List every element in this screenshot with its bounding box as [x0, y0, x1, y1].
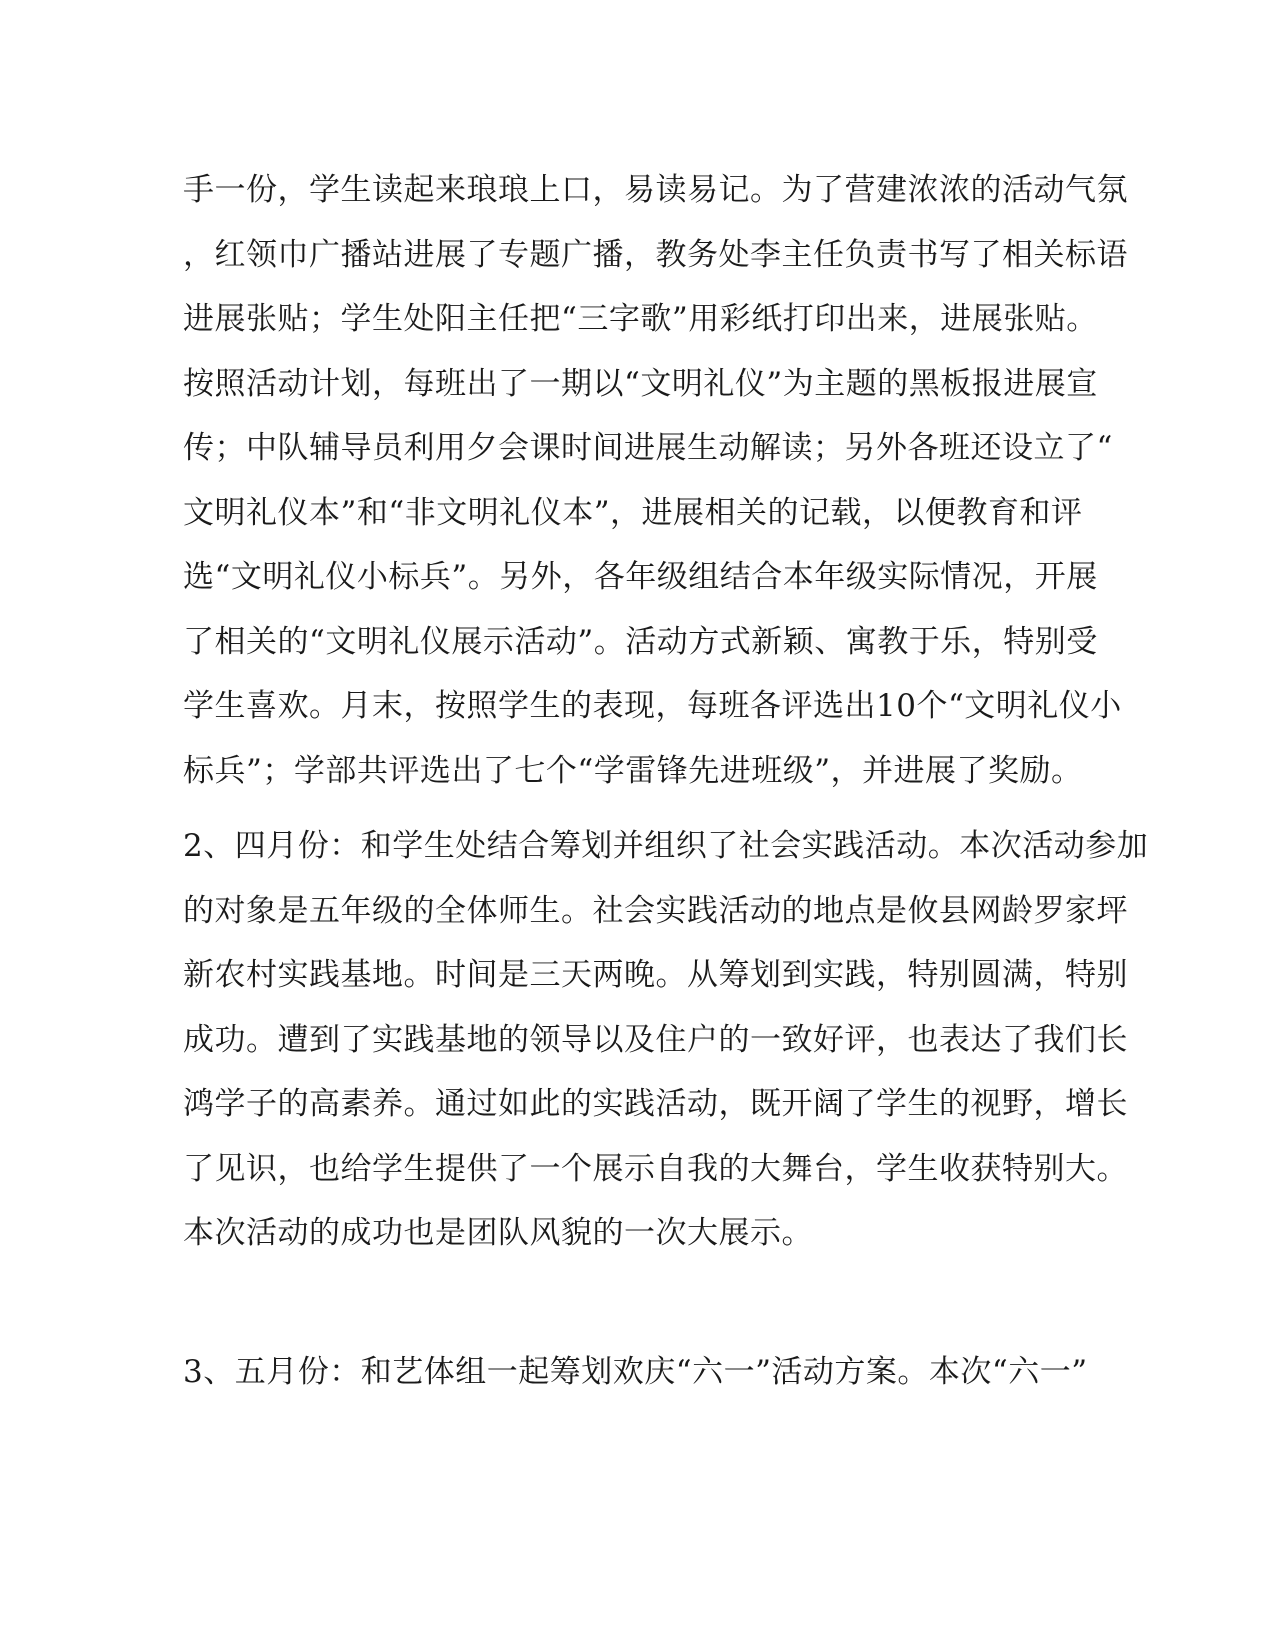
text-line: 本次活动的成功也是团队风貌的一次大展示。 — [183, 1215, 813, 1251]
text-line: 的对象是五年级的全体师生。社会实践活动的地点是攸县网龄罗家坪 — [183, 892, 1128, 929]
text-line: 了见识，也给学生提供了一个展示自我的大舞台，学生收获特别大。 — [183, 1150, 1128, 1187]
text-line: 手一份，学生读起来琅琅上口，易读易记。为了营建浓浓的活动气氛 — [183, 172, 1128, 208]
text-line: 文明礼仪本”和“非文明礼仪本”，进展相关的记载，以便教育和评 — [183, 494, 1083, 531]
text-line: 选“文明礼仪小标兵”。另外，各年级组结合本年级实际情况，开展 — [183, 559, 1098, 595]
text-line: 传；中队辅导员利用夕会课时间进展生动解读；另外各班还设立了“ — [183, 430, 1113, 466]
paragraph-may-plan — [183, 1340, 1088, 1405]
text-line: 成功。遭到了实践基地的领导以及住户的一致好评，也表达了我们长 — [183, 1021, 1128, 1058]
text-line: 学生喜欢。月末，按照学生的表现，每班各评选出10个“文明礼仪小 — [183, 688, 1122, 724]
text-line: 标兵”；学部共评选出了七个“学雷锋先进班级”，并进展了奖励。 — [183, 752, 1083, 789]
text-line: 3、五月份：和艺体组一起筹划欢庆“六一”活动方案。本次“六一” — [183, 1354, 1088, 1390]
text-line: ，红领巾广播站进展了专题广播，教务处李主任负责书写了相关标语 — [183, 236, 1128, 273]
paragraph-april-practice — [183, 814, 1149, 1266]
text-line: 按照活动计划，每班出了一期以“文明礼仪”为主题的黑板报进展宣 — [183, 365, 1098, 402]
text-line: 新农村实践基地。时间是三天两晚。从筹划到实践，特别圆满，特别 — [183, 957, 1128, 993]
text-line: 了相关的“文明礼仪展示活动”。活动方式新颖、寓教于乐，特别受 — [183, 623, 1098, 660]
text-line: 鸿学子的高素养。通过如此的实践活动，既开阔了学生的视野，增长 — [183, 1086, 1128, 1122]
text-line: 2、四月份：和学生处结合筹划并组织了社会实践活动。本次活动参加 — [183, 828, 1149, 864]
text-line: 进展张贴；学生处阳主任把“三字歌”用彩纸打印出来，进展张贴。 — [183, 301, 1098, 337]
paragraph-march-activities — [183, 158, 1128, 803]
